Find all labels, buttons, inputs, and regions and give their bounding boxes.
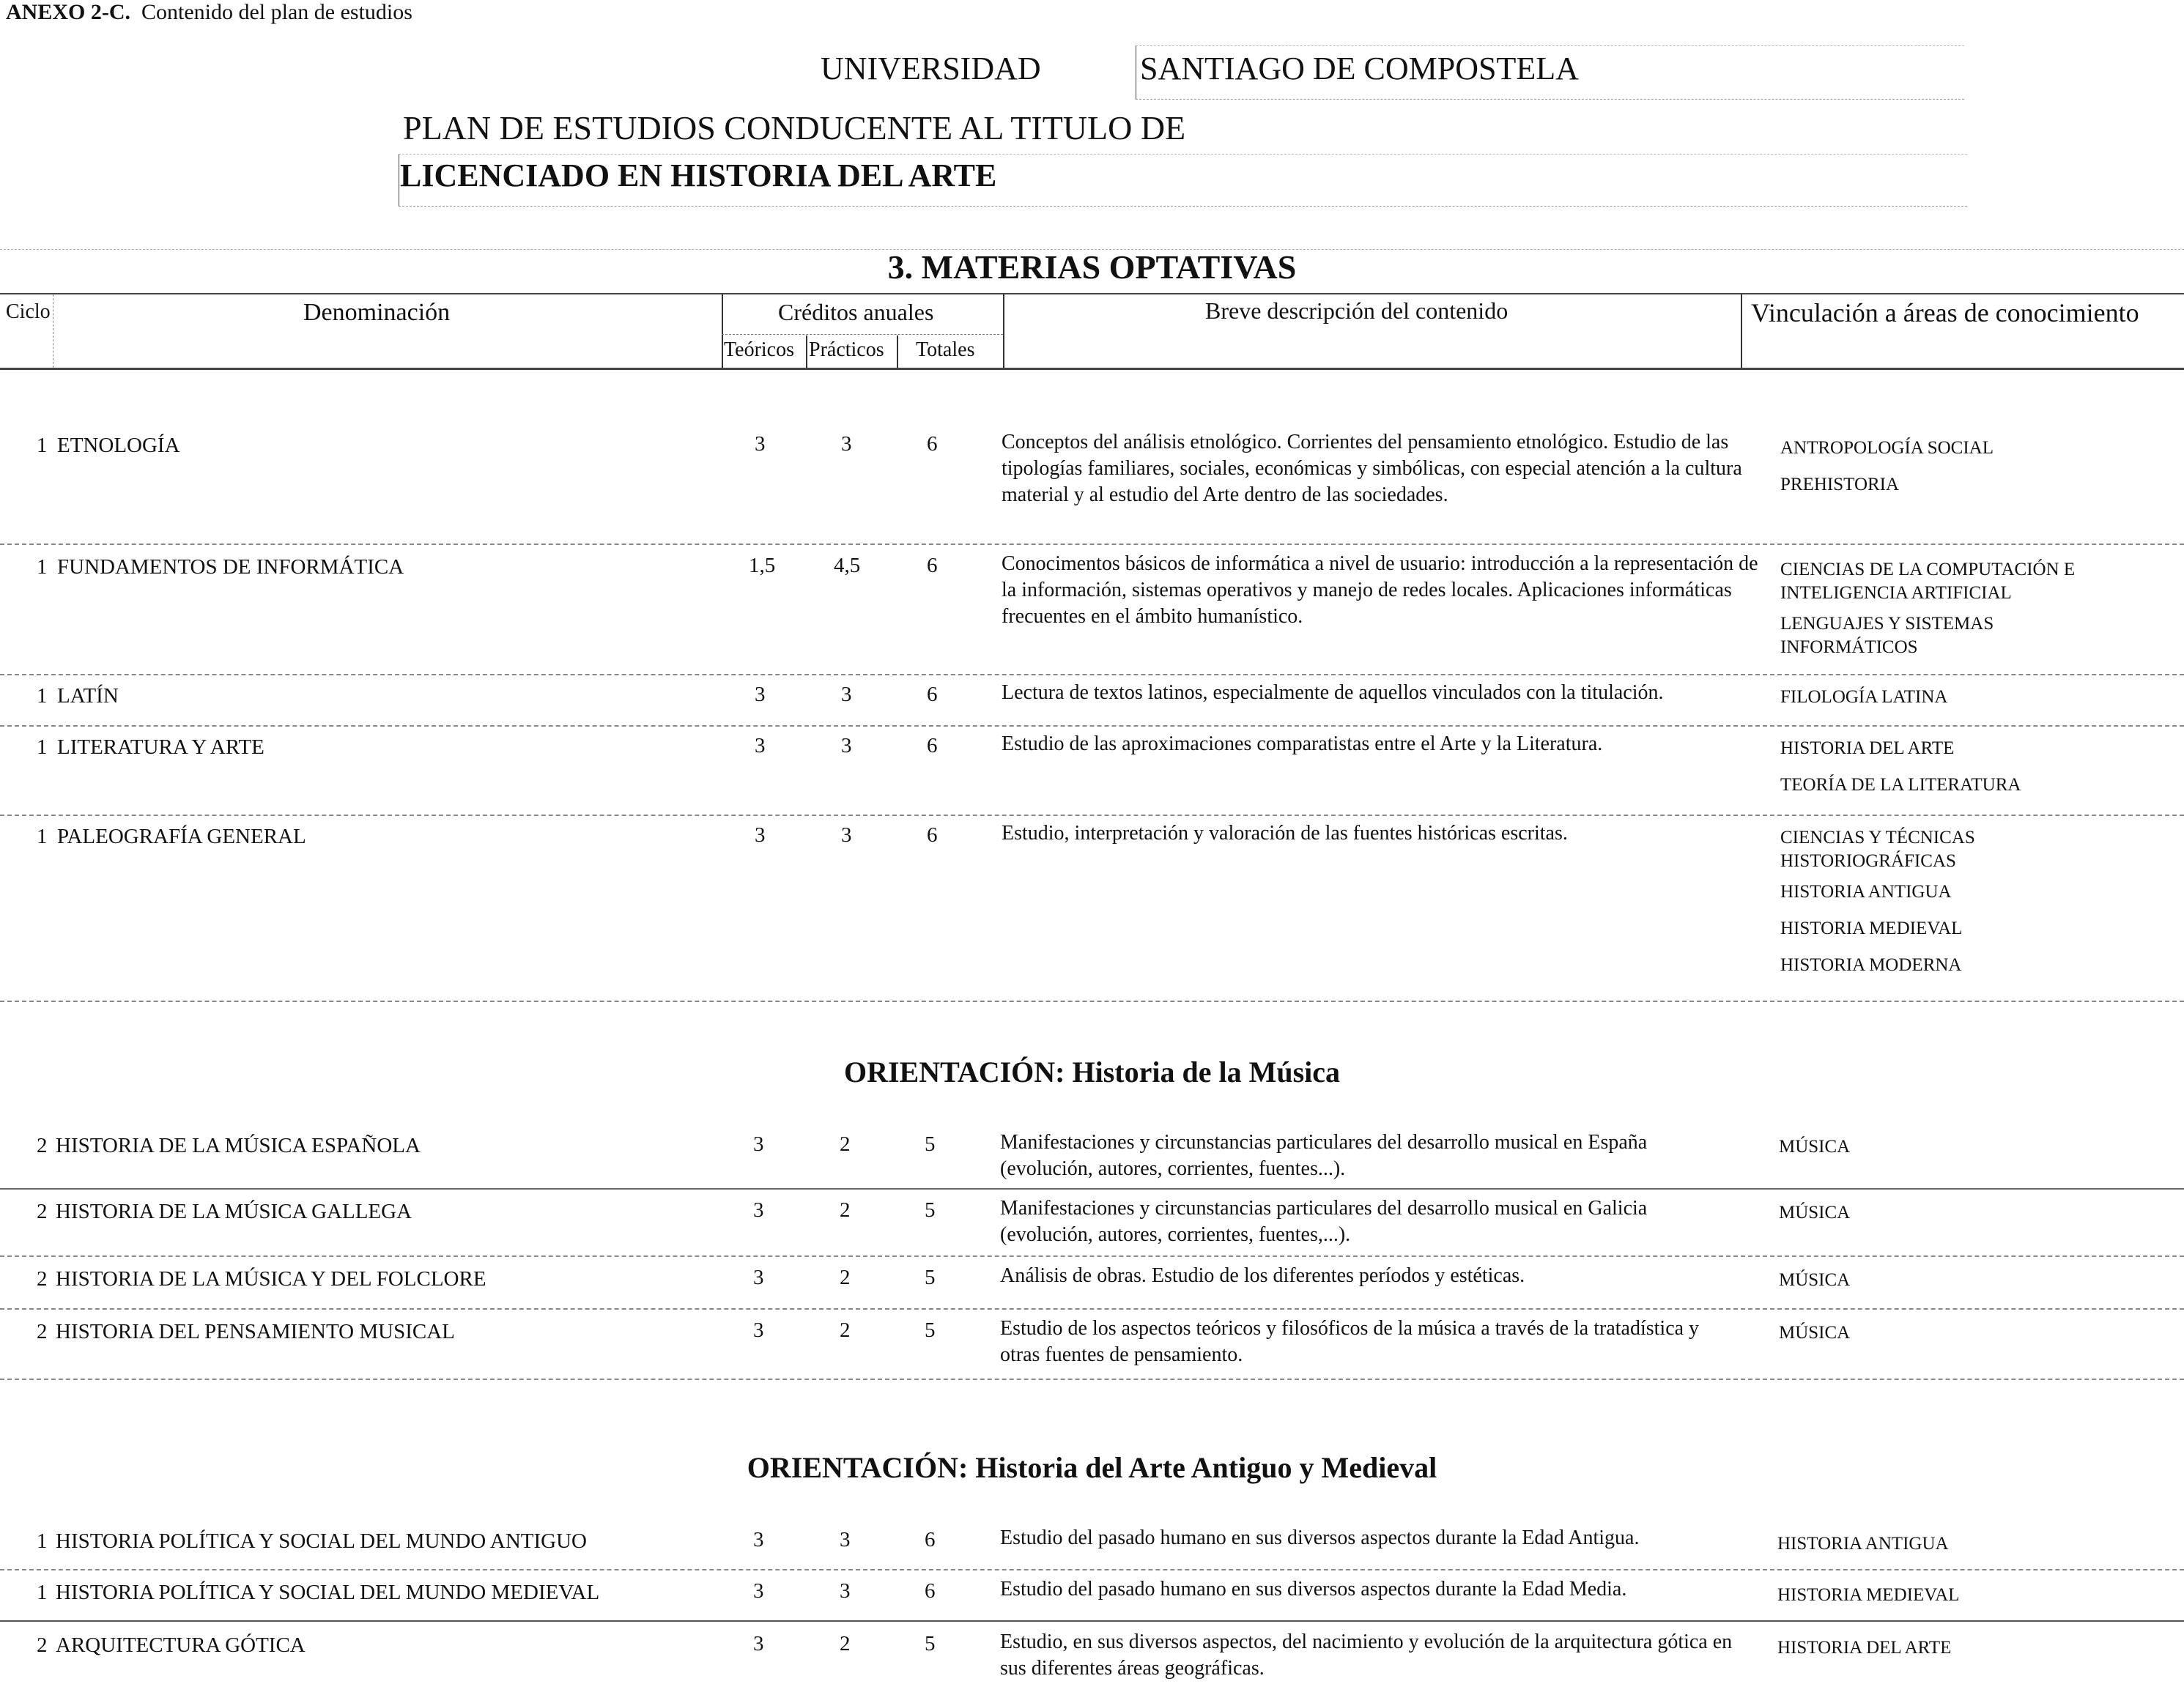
area-item: FILOLOGÍA LATINA [1780, 687, 1948, 707]
row-name: HISTORIA DE LA MÚSICA GALLEGA [56, 1200, 412, 1223]
row-description: Manifestaciones y circunstancias particulares del desarrollo musical en España (evolución, autores, corrientes, fuentes...). [1000, 1131, 1648, 1180]
col-teoricos: Teóricos [724, 338, 795, 361]
area-item: MÚSICA [1779, 1270, 1851, 1290]
col-divider [806, 335, 807, 368]
row-description: Estudio, interpretación y valoración de las fuentes históricas escritas. [1002, 822, 1568, 845]
col-descripcion: Breve descripción del contenido [1205, 297, 1509, 324]
row-rule [0, 815, 2184, 816]
row-totales: 6 [925, 1579, 936, 1603]
row-rule [0, 1001, 2184, 1002]
row-totales: 5 [925, 1318, 936, 1342]
area-item: LENGUAJES Y SISTEMAS INFORMÁTICOS [1780, 614, 1994, 657]
annex-heading [6, 0, 412, 25]
col-denominacion: Denominación [303, 299, 451, 326]
area-item: MÚSICA [1779, 1203, 1851, 1223]
orientation-title: ORIENTACIÓN: Historia del Arte Antiguo y Medieval [747, 1451, 1437, 1484]
row-teoricos: 3 [755, 432, 766, 456]
row-ciclo: 1 [37, 735, 48, 759]
row-rule [0, 725, 2184, 727]
row-practicos: 3 [840, 1579, 851, 1603]
row-description: Análisis de obras. Estudio de los diferentes períodos y estéticas. [1000, 1264, 1525, 1287]
university-label: UNIVERSIDAD [821, 51, 1041, 86]
row-name: LATÍN [57, 684, 119, 708]
row-rule [0, 1188, 2184, 1190]
row-name: HISTORIA DE LA MÚSICA Y DEL FOLCLORE [56, 1267, 486, 1291]
col-divider [1003, 294, 1004, 368]
header-top-rule [0, 293, 2184, 294]
row-practicos: 3 [841, 823, 852, 847]
row-totales: 5 [925, 1132, 936, 1156]
row-name: HISTORIA DE LA MÚSICA ESPAÑOLA [56, 1134, 421, 1157]
row-teoricos: 3 [753, 1266, 764, 1289]
row-description: Manifestaciones y circunstancias particulares del desarrollo musical en Galicia (evolución, autores, corrientes, fuentes,...). [1000, 1197, 1648, 1246]
plan-label: PLAN DE ESTUDIOS CONDUCENTE AL TITULO DE [403, 109, 1186, 146]
area-item: HISTORIA DEL ARTE [1777, 1638, 1952, 1658]
row-practicos: 2 [840, 1632, 851, 1655]
row-totales: 6 [927, 554, 938, 577]
row-practicos: 2 [840, 1318, 851, 1342]
area-item: HISTORIA ANTIGUA [1777, 1534, 1949, 1554]
col-divider [722, 294, 723, 368]
header-bottom-rule [0, 368, 2184, 370]
row-areas [1780, 826, 2022, 990]
area-item: MÚSICA [1779, 1137, 1851, 1157]
row-practicos: 3 [841, 432, 852, 456]
row-areas [1777, 1636, 1951, 1673]
row-name: PALEOGRAFÍA GENERAL [57, 825, 306, 848]
row-areas [1780, 686, 1947, 722]
area-item: PREHISTORIA [1780, 475, 1900, 494]
row-teoricos: 3 [753, 1579, 764, 1603]
area-item: HISTORIA DEL ARTE [1780, 738, 1955, 758]
col-practicos: Prácticos [809, 338, 884, 361]
row-ciclo: 2 [37, 1134, 48, 1157]
row-ciclo: 1 [37, 555, 48, 579]
orientation-title: ORIENTACIÓN: Historia de la Música [843, 1056, 1341, 1088]
row-areas [1780, 437, 1994, 510]
row-areas [1780, 558, 2161, 672]
row-rule [0, 1255, 2184, 1257]
row-practicos: 3 [841, 683, 852, 706]
row-practicos: 2 [840, 1198, 851, 1222]
row-practicos: 2 [840, 1132, 851, 1156]
row-practicos: 4,5 [834, 554, 861, 577]
row-totales: 5 [925, 1266, 936, 1289]
annex-text: Contenido del plan de estudios [141, 0, 412, 24]
row-name: FUNDAMENTOS DE INFORMÁTICA [57, 555, 404, 579]
row-ciclo: 2 [37, 1200, 48, 1223]
row-name: LITERATURA Y ARTE [57, 735, 264, 759]
row-areas [1779, 1201, 1850, 1238]
row-areas [1777, 1584, 1959, 1620]
row-description: Estudio, en sus diversos aspectos, del nacimiento y evolución de la arquitectura gótica en sus diferentes áreas geográficas. [1000, 1631, 1733, 1680]
row-name: HISTORIA DEL PENSAMIENTO MUSICAL [56, 1320, 455, 1343]
row-areas [1777, 1532, 1949, 1569]
row-areas [1779, 1135, 1850, 1172]
section-title: 3. MATERIAS OPTATIVAS [887, 248, 1297, 286]
row-teoricos: 3 [755, 823, 766, 847]
row-name: ETNOLOGÍA [57, 434, 180, 457]
row-totales: 5 [925, 1198, 936, 1222]
row-name: HISTORIA POLÍTICA Y SOCIAL DEL MUNDO MEDIEVAL [56, 1581, 600, 1604]
row-totales: 6 [927, 734, 938, 757]
row-description: Estudio de los aspectos teóricos y filosóficos de la música a través de la tratadística y otras fuentes de pensamiento. [1000, 1317, 1700, 1366]
row-practicos: 3 [841, 734, 852, 757]
area-item: CIENCIAS DE LA COMPUTACIÓN E INTELIGENCIA ARTIFICIAL [1780, 560, 2076, 603]
row-ciclo: 1 [37, 1529, 48, 1553]
annex-number: ANEXO 2-C. [6, 0, 130, 24]
row-rule [0, 1379, 2184, 1380]
row-teoricos: 3 [753, 1318, 764, 1342]
area-item: TEORÍA DE LA LITERATURA [1780, 775, 2021, 795]
area-item: MÚSICA [1779, 1323, 1851, 1343]
row-rule [0, 1569, 2184, 1570]
row-rule [0, 1620, 2184, 1622]
row-totales: 6 [925, 1528, 936, 1551]
row-rule [0, 674, 2184, 675]
row-name: HISTORIA POLÍTICA Y SOCIAL DEL MUNDO ANTIGUO [56, 1529, 587, 1553]
row-teoricos: 3 [753, 1632, 764, 1655]
col-ciclo: Ciclo [6, 300, 51, 323]
row-rule [0, 544, 2184, 545]
row-teoricos: 1,5 [749, 554, 776, 577]
row-name: ARQUITECTURA GÓTICA [56, 1633, 306, 1657]
row-areas [1779, 1321, 1850, 1358]
degree-title: LICENCIADO EN HISTORIA DEL ARTE [400, 157, 997, 193]
row-totales: 5 [925, 1632, 936, 1655]
row-description: Estudio del pasado humano en sus diversos aspectos durante la Edad Media. [1000, 1578, 1627, 1600]
row-totales: 6 [927, 683, 938, 706]
area-item: HISTORIA ANTIGUA [1780, 882, 1952, 902]
row-practicos: 3 [840, 1528, 851, 1551]
row-ciclo: 1 [37, 825, 48, 848]
area-item: HISTORIA MEDIEVAL [1780, 919, 1963, 938]
col-divider [897, 335, 898, 368]
col-vinculacion: Vinculación a áreas de conocimiento [1751, 298, 2139, 327]
col-creditos: Créditos anuales [778, 299, 934, 325]
area-item: ANTROPOLOGÍA SOCIAL [1780, 438, 1994, 458]
row-practicos: 2 [840, 1266, 851, 1289]
row-ciclo: 2 [37, 1267, 48, 1291]
row-areas [1780, 737, 2021, 810]
col-totales: Totales [916, 338, 975, 361]
row-ciclo: 2 [37, 1320, 48, 1343]
row-rule [0, 1308, 2184, 1310]
row-ciclo: 1 [37, 684, 48, 708]
area-item: HISTORIA MODERNA [1780, 955, 1962, 975]
row-description: Lectura de textos latinos, especialmente de aquellos vinculados con la titulación. [1002, 681, 1664, 704]
row-areas [1779, 1269, 1850, 1305]
row-totales: 6 [927, 432, 938, 456]
row-description: Conceptos del análisis etnológico. Corrientes del pensamiento etnológico. Estudio de las tipologías familiares, sociales, económicas y simbólicas, con especial atención a la cultura material y al estudio del Arte dentro de las sociedades. [1002, 431, 1742, 506]
row-teoricos: 3 [753, 1528, 764, 1551]
row-teoricos: 3 [753, 1132, 764, 1156]
row-description: Estudio de las aproximaciones comparatistas entre el Arte y la Literatura. [1002, 732, 1603, 755]
row-teoricos: 3 [755, 734, 766, 757]
area-item: CIENCIAS Y TÉCNICAS HISTORIOGRÁFICAS [1780, 828, 1975, 871]
col-divider [1741, 294, 1742, 368]
row-totales: 6 [927, 823, 938, 847]
row-ciclo: 2 [37, 1633, 48, 1657]
row-description: Estudio del pasado humano en sus diversos aspectos durante la Edad Antigua. [1000, 1527, 1640, 1549]
credits-subrule [722, 334, 1003, 335]
row-teoricos: 3 [753, 1198, 764, 1222]
row-ciclo: 1 [37, 434, 48, 457]
row-ciclo: 1 [37, 1581, 48, 1604]
area-item: HISTORIA MEDIEVAL [1777, 1585, 1960, 1605]
university-name: SANTIAGO DE COMPOSTELA [1140, 51, 1579, 86]
row-description: Conocimentos básicos de informática a nivel de usuario: introducción a la representación de la información, sistemas operativos y manejo de redes locales. Aplicaciones informáticas frecuentes en el ámbito humanístico. [1002, 552, 1758, 628]
row-teoricos: 3 [755, 683, 766, 706]
